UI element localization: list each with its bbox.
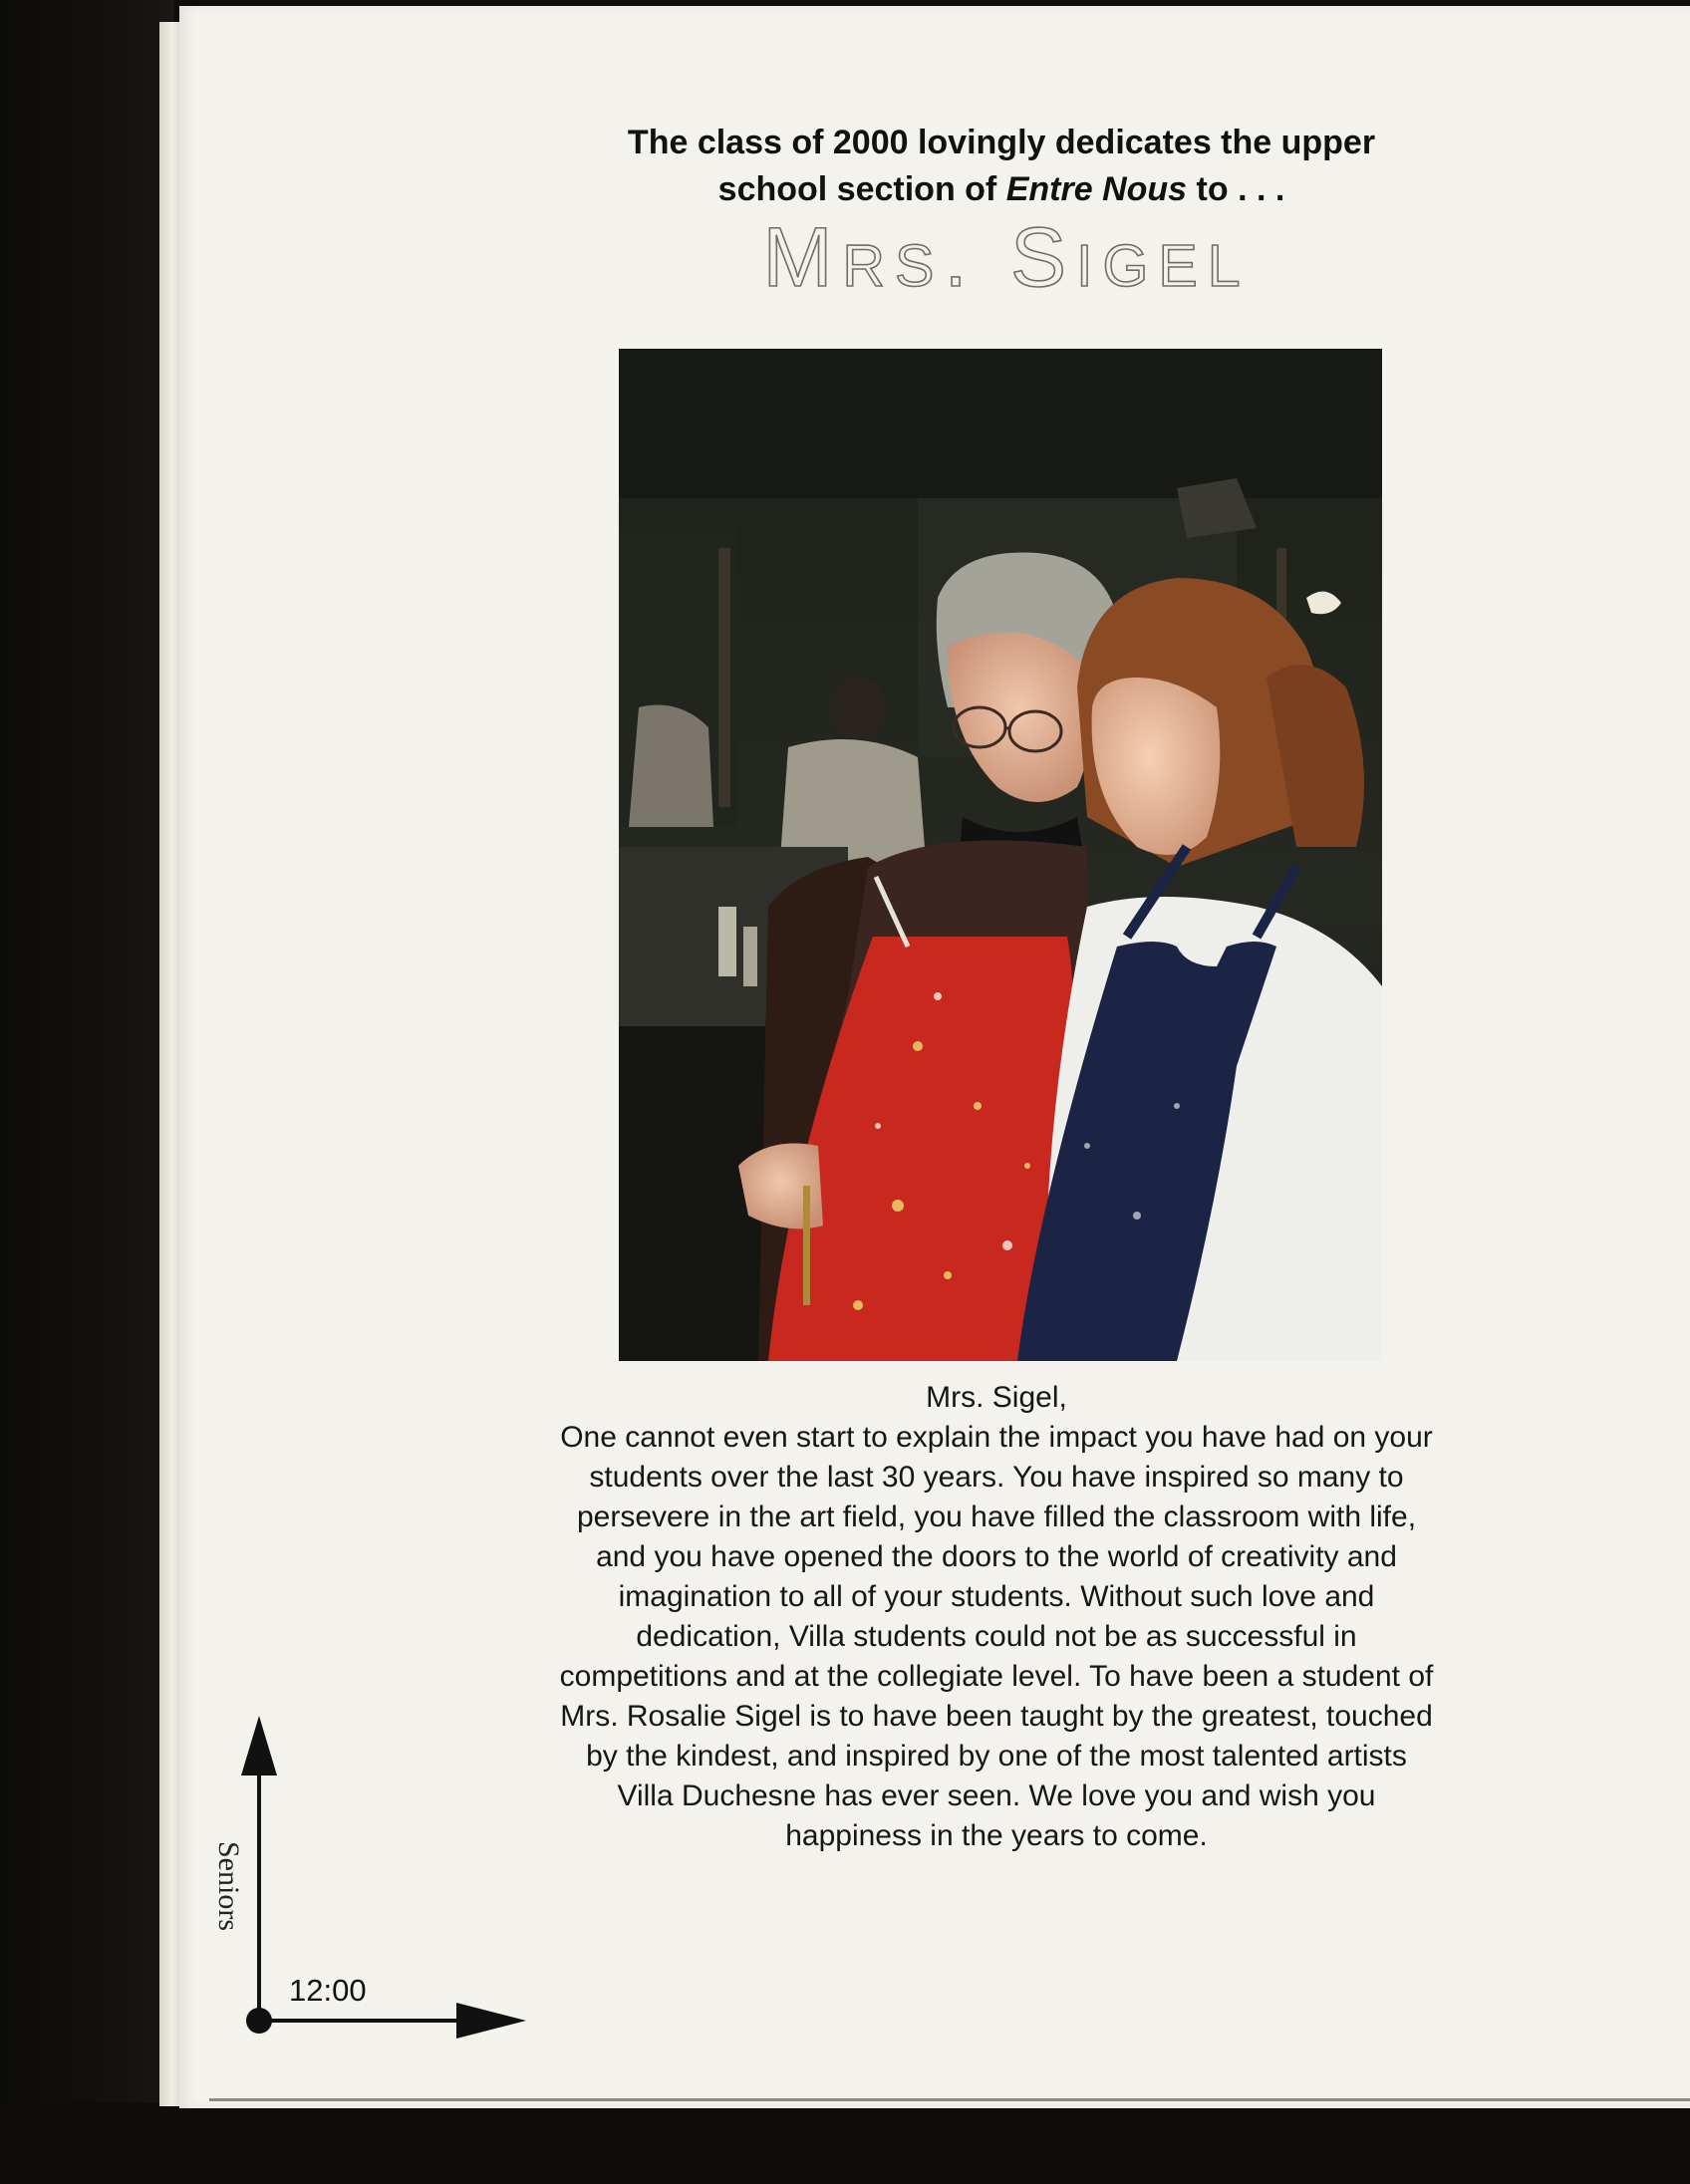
header-text-before: school section of: [717, 170, 997, 208]
dedication-message: [558, 1378, 1435, 1856]
dedication-header-line-2: [538, 172, 1465, 206]
photo-illustration: [619, 349, 1382, 1361]
up-arrowhead: [241, 1716, 277, 1775]
page-time-label: 12:00: [289, 1973, 367, 2008]
yearbook-title: Entre Nous: [1005, 170, 1188, 208]
dedication-header-line-1: The class of 2000 lovingly dedicates the upper: [627, 124, 1376, 161]
right-arrowhead: [456, 2003, 526, 2039]
section-label: Seniors: [212, 1841, 245, 1931]
dedication-photo: [619, 349, 1382, 1361]
header-text-after: to . . .: [1196, 170, 1285, 208]
message-salutation: Mrs. Sigel,: [926, 1381, 1067, 1414]
honoree-name-title: Mrs. Sigel: [762, 210, 1251, 304]
message-body: One cannot even start to explain the impact you have had on your students over the last 30 years. You have inspired so many to persevere in the art field, you have filled the classroom with life, and you have opened the doors to the world of creativity and imagination to all of your students. Without such love and dedication, Villa students could not be as successful in competitions and at the collegiate level. To have been a student of Mrs. Rosalie Sigel is to have been taught by the greatest, touched by the kindest, and inspired by one of the most talented artists Villa Duchesne has ever seen. We love you and wish you happiness in the years to come.: [559, 1421, 1434, 1852]
timeline-axis-graphic: [0, 0, 598, 2184]
axis-origin-dot: [246, 2008, 272, 2034]
